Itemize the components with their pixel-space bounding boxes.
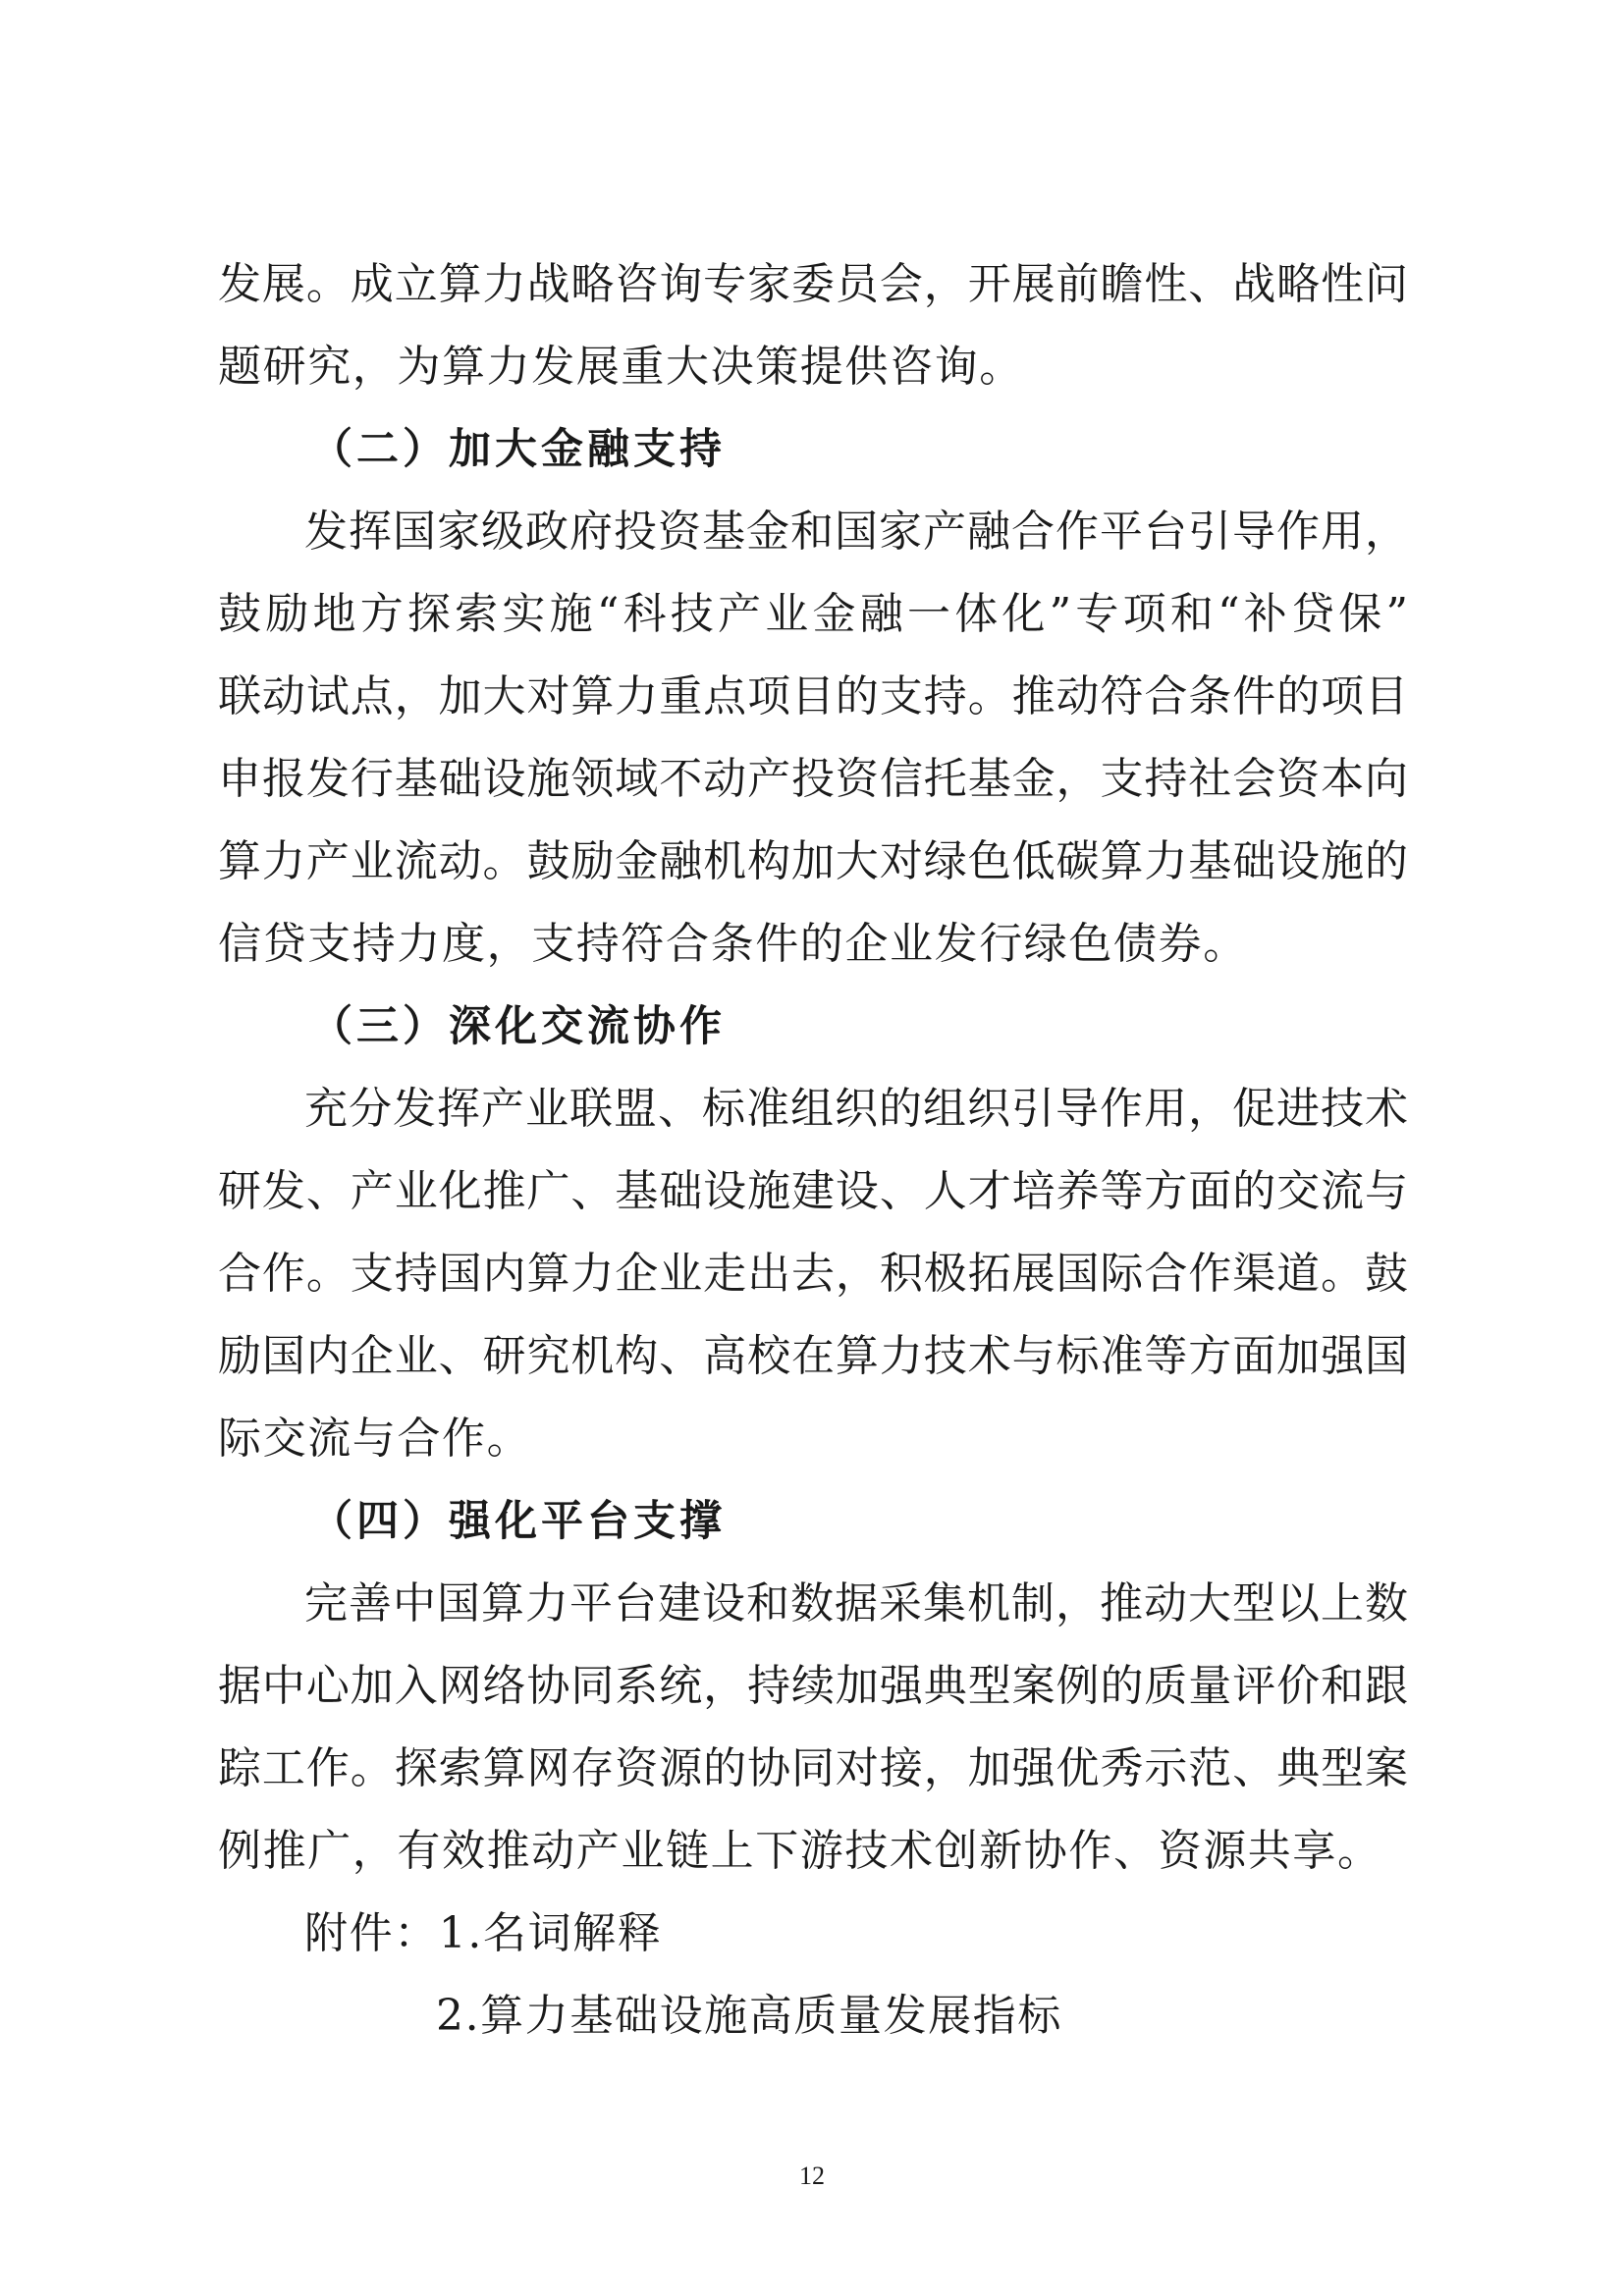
paragraph-line: 算力产业流动。鼓励金融机构加大对绿色低碳算力基础设施的: [218, 836, 1408, 886]
paragraph-line: 发展。成立算力战略咨询专家委员会，开展前瞻性、战略性问: [218, 259, 1408, 309]
attachment-item: 附件：1.名词解释: [304, 1908, 663, 1958]
paragraph-line: 充分发挥产业联盟、标准组织的组织引导作用，促进技术: [304, 1084, 1408, 1134]
paragraph-line: 完善中国算力平台建设和数据采集机制，推动大型以上数: [304, 1578, 1408, 1629]
paragraph-line: 研发、产业化推广、基础设施建设、人才培养等方面的交流与: [218, 1166, 1408, 1216]
paragraph-line: 发挥国家级政府投资基金和国家产融合作平台引导作用，: [304, 507, 1408, 557]
section-heading: （二）加大金融支持: [310, 425, 726, 474]
section-heading: （三）深化交流协作: [310, 1002, 726, 1051]
paragraph-line: 题研究，为算力发展重大决策提供咨询。: [218, 342, 1024, 392]
page-number: 12: [799, 2162, 825, 2190]
paragraph-line: 合作。支持国内算力企业走出去，积极拓展国际合作渠道。鼓: [218, 1249, 1408, 1299]
paragraph-line: 励国内企业、研究机构、高校在算力技术与标准等方面加强国: [218, 1331, 1408, 1381]
paragraph-line: 申报发行基础设施领域不动产投资信托基金，支持社会资本向: [218, 754, 1408, 804]
section-heading: （四）强化平台支撑: [310, 1497, 726, 1546]
paragraph-line: 鼓励地方探索实施“科技产业金融一体化”专项和“补贷保”: [218, 589, 1408, 639]
paragraph-line: 据中心加入网络协同系统，持续加强典型案例的质量评价和跟: [218, 1661, 1408, 1711]
attachment-item: 2.算力基础设施高质量发展指标: [436, 1991, 1062, 2041]
paragraph-line: 际交流与合作。: [218, 1414, 532, 1464]
paragraph-line: 例推广，有效推动产业链上下游技术创新协作、资源共享。: [218, 1826, 1382, 1876]
paragraph-line: 联动试点，加大对算力重点项目的支持。推动符合条件的项目: [218, 671, 1408, 721]
body-text: [218, 243, 1408, 2057]
paragraph-line: 信贷支持力度，支持符合条件的企业发行绿色债券。: [218, 919, 1248, 969]
paragraph-line: 踪工作。探索算网存资源的协同对接，加强优秀示范、典型案: [218, 1743, 1408, 1793]
